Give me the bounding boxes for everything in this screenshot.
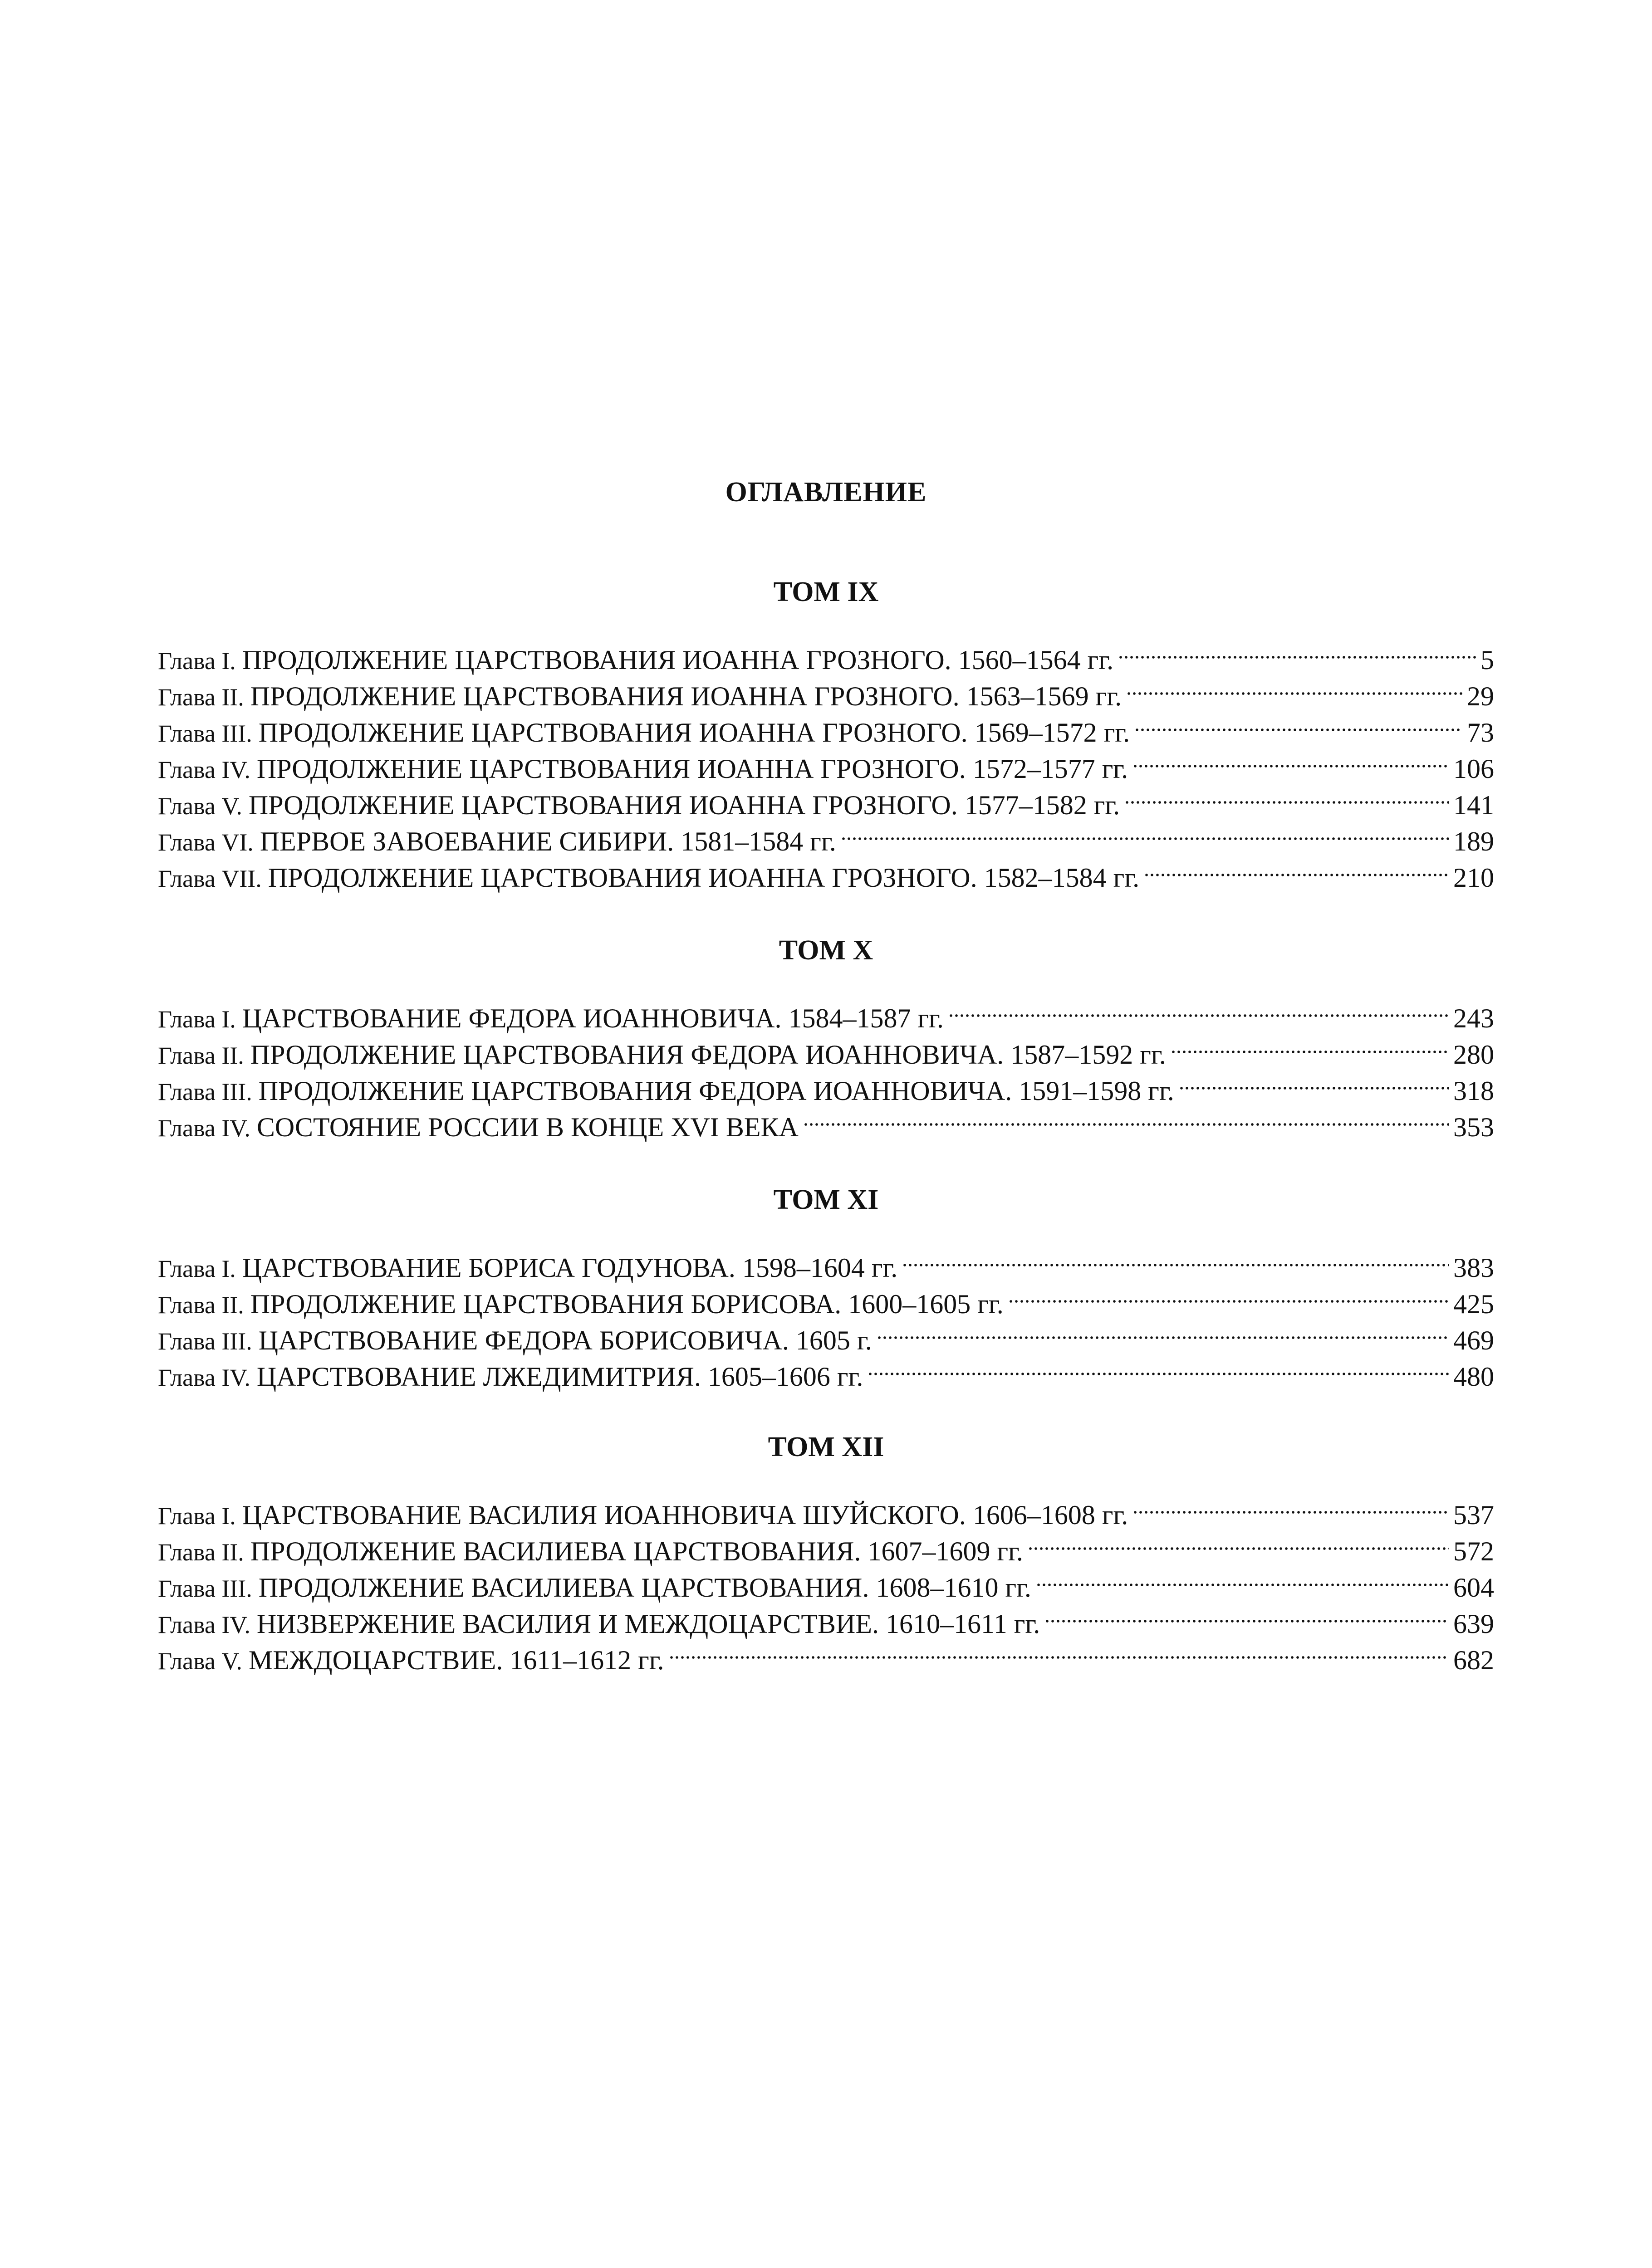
dot-leader	[902, 1261, 1449, 1269]
dot-leader	[1132, 1509, 1449, 1516]
toc-entry[interactable]	[158, 1359, 1494, 1395]
chapter-number: Глава IV.	[158, 1364, 250, 1391]
toc-entry[interactable]	[158, 1000, 1494, 1036]
page-number: 318	[1453, 1076, 1494, 1106]
chapter-number: Глава I.	[158, 1255, 236, 1282]
dot-leader	[948, 1012, 1449, 1019]
toc-entry[interactable]	[158, 1109, 1494, 1145]
chapter-number: Глава III.	[158, 1078, 252, 1105]
chapter-number: Глава IV.	[158, 756, 250, 783]
page-number: 353	[1453, 1112, 1494, 1142]
page-number: 73	[1467, 718, 1494, 748]
dot-leader	[1179, 1085, 1449, 1092]
chapter-number: Глава V.	[158, 792, 242, 820]
chapter-number: Глава IV.	[158, 1611, 250, 1638]
chapter-number: Глава IV.	[158, 1114, 250, 1142]
page-number: 383	[1453, 1253, 1494, 1283]
chapter-title: ПРОДОЛЖЕНИЕ ЦАРСТВОВАНИЯ ИОАННА ГРОЗНОГО. 1563–1569 гг.	[250, 681, 1122, 711]
chapter-title: НИЗВЕРЖЕНИЕ ВАСИЛИЯ И МЕЖДОЦАРСТВИЕ. 1610–1611 гг.	[256, 1609, 1040, 1639]
chapter-title: ПРОДОЛЖЕНИЕ ВАСИЛИЕВА ЦАРСТВОВАНИЯ. 1608–1610 гг.	[258, 1573, 1031, 1603]
dot-leader	[1144, 871, 1449, 879]
toc-entry[interactable]	[158, 1606, 1494, 1642]
entry-list	[158, 1250, 1494, 1395]
chapter-number: Глава VI.	[158, 829, 254, 856]
toc-entry[interactable]	[158, 787, 1494, 823]
toc-entry[interactable]	[158, 1073, 1494, 1109]
chapter-number: Глава II.	[158, 1291, 244, 1319]
volume-heading: ТОМ XI	[773, 1184, 879, 1215]
chapter-number: Глава III.	[158, 1328, 252, 1355]
page-number: 639	[1453, 1609, 1494, 1639]
volume-heading: ТОМ IX	[773, 577, 879, 607]
chapter-title: ПРОДОЛЖЕНИЕ ЦАРСТВОВАНИЯ ИОАННА ГРОЗНОГО. 1572–1577 гг.	[256, 754, 1128, 784]
entry-list	[158, 642, 1494, 896]
chapter-title: ЦАРСТВОВАНИЕ ФЕДОРА ИОАННОВИЧА. 1584–1587 гг.	[242, 1003, 944, 1033]
volume-section	[158, 574, 1494, 896]
chapter-number: Глава II.	[158, 684, 244, 711]
chapter-number: Глава II.	[158, 1539, 244, 1566]
toc-entry[interactable]	[158, 1497, 1494, 1533]
toc-entry[interactable]	[158, 1250, 1494, 1286]
entry-list	[158, 1000, 1494, 1145]
dot-leader	[1132, 763, 1449, 770]
page-number: 141	[1453, 790, 1494, 820]
page-number: 5	[1480, 645, 1494, 675]
dot-leader	[1008, 1298, 1449, 1305]
page-number: 243	[1453, 1003, 1494, 1033]
toc-entry[interactable]	[158, 1322, 1494, 1359]
dot-leader	[1124, 799, 1449, 806]
page-number: 210	[1453, 863, 1494, 893]
chapter-number: Глава I.	[158, 1502, 236, 1530]
chapter-number: Глава V.	[158, 1647, 242, 1675]
dot-leader	[669, 1654, 1449, 1661]
chapter-title: ПРОДОЛЖЕНИЕ ЦАРСТВОВАНИЯ ИОАННА ГРОЗНОГО. 1577–1582 гг.	[248, 790, 1120, 820]
volume-section	[158, 1429, 1494, 1678]
page-number: 29	[1467, 681, 1494, 711]
toc-entry[interactable]	[158, 823, 1494, 860]
dot-leader	[841, 835, 1449, 842]
chapter-number: Глава VII.	[158, 865, 262, 892]
dot-leader	[1036, 1581, 1449, 1589]
toc-title: ОГЛАВЛЕНИЕ	[725, 477, 927, 508]
chapter-title: ПРОДОЛЖЕНИЕ ЦАРСТВОВАНИЯ БОРИСОВА. 1600–1605 гг.	[250, 1289, 1004, 1319]
chapter-title: ЦАРСТВОВАНИЕ ВАСИЛИЯ ИОАННОВИЧА ШУЙСКОГО. 1606–1608 гг.	[242, 1500, 1128, 1530]
dot-leader	[1126, 690, 1462, 697]
chapter-title: ПРОДОЛЖЕНИЕ ЦАРСТВОВАНИЯ ФЕДОРА ИОАННОВИЧА. 1587–1592 гг.	[250, 1040, 1166, 1070]
chapter-title: ПЕРВОЕ ЗАВОЕВАНИЕ СИБИРИ. 1581–1584 гг.	[260, 826, 836, 856]
volume-heading: ТОМ XII	[768, 1432, 884, 1462]
dot-leader	[1134, 726, 1462, 733]
page-number: 572	[1453, 1536, 1494, 1566]
toc-entry[interactable]	[158, 860, 1494, 896]
toc-entry[interactable]	[158, 1533, 1494, 1569]
page-number: 537	[1453, 1500, 1494, 1530]
page-number: 189	[1453, 826, 1494, 856]
dot-leader	[1028, 1545, 1449, 1552]
dot-leader	[868, 1370, 1449, 1378]
toc-entry[interactable]	[158, 642, 1494, 678]
entry-list	[158, 1497, 1494, 1678]
chapter-number: Глава III.	[158, 1575, 252, 1602]
toc-entry[interactable]	[158, 714, 1494, 751]
page-number: 106	[1453, 754, 1494, 784]
chapter-title: МЕЖДОЦАРСТВИЕ. 1611–1612 гг.	[248, 1645, 664, 1675]
dot-leader	[1171, 1048, 1449, 1056]
dot-leader	[1044, 1618, 1449, 1625]
page-number: 480	[1453, 1362, 1494, 1392]
volume-heading: ТОМ X	[779, 935, 873, 966]
page-number: 604	[1453, 1573, 1494, 1603]
toc-entry[interactable]	[158, 751, 1494, 787]
page-number: 469	[1453, 1325, 1494, 1355]
toc-entry[interactable]	[158, 678, 1494, 714]
chapter-title: ЦАРСТВОВАНИЕ ЛЖЕДИМИТРИЯ. 1605–1606 гг.	[256, 1362, 863, 1392]
toc-entry[interactable]	[158, 1286, 1494, 1322]
chapter-title: ПРОДОЛЖЕНИЕ ЦАРСТВОВАНИЯ ИОАННА ГРОЗНОГО. 1582–1584 гг.	[268, 863, 1140, 893]
chapter-title: ЦАРСТВОВАНИЕ ФЕДОРА БОРИСОВИЧА. 1605 г.	[258, 1325, 872, 1355]
chapter-number: Глава I.	[158, 1006, 236, 1033]
chapter-title: ПРОДОЛЖЕНИЕ ЦАРСТВОВАНИЯ ИОАННА ГРОЗНОГО. 1569–1572 гг.	[258, 718, 1130, 748]
chapter-number: Глава II.	[158, 1042, 244, 1069]
chapter-title: СОСТОЯНИЕ РОССИИ В КОНЦЕ XVI ВЕКА	[256, 1112, 799, 1142]
page-number: 280	[1453, 1040, 1494, 1070]
page-number: 425	[1453, 1289, 1494, 1319]
dot-leader	[877, 1334, 1449, 1341]
chapter-title: ПРОДОЛЖЕНИЕ ЦАРСТВОВАНИЯ ФЕДОРА ИОАННОВИЧА. 1591–1598 гг.	[258, 1076, 1174, 1106]
dot-leader	[803, 1121, 1449, 1128]
chapter-title: ПРОДОЛЖЕНИЕ ЦАРСТВОВАНИЯ ИОАННА ГРОЗНОГО. 1560–1564 гг.	[242, 645, 1114, 675]
volume-section	[158, 932, 1494, 1145]
chapter-number: Глава I.	[158, 647, 236, 675]
toc-entry[interactable]	[158, 1036, 1494, 1073]
dot-leader	[1118, 654, 1476, 661]
chapter-title: ЦАРСТВОВАНИЕ БОРИСА ГОДУНОВА. 1598–1604 гг.	[242, 1253, 898, 1283]
toc-entry[interactable]	[158, 1569, 1494, 1606]
page-number: 682	[1453, 1645, 1494, 1675]
toc-entry[interactable]	[158, 1642, 1494, 1678]
chapter-title: ПРОДОЛЖЕНИЕ ВАСИЛИЕВА ЦАРСТВОВАНИЯ. 1607–1609 гг.	[250, 1536, 1023, 1566]
chapter-number: Глава III.	[158, 720, 252, 747]
volume-section	[158, 1182, 1494, 1395]
